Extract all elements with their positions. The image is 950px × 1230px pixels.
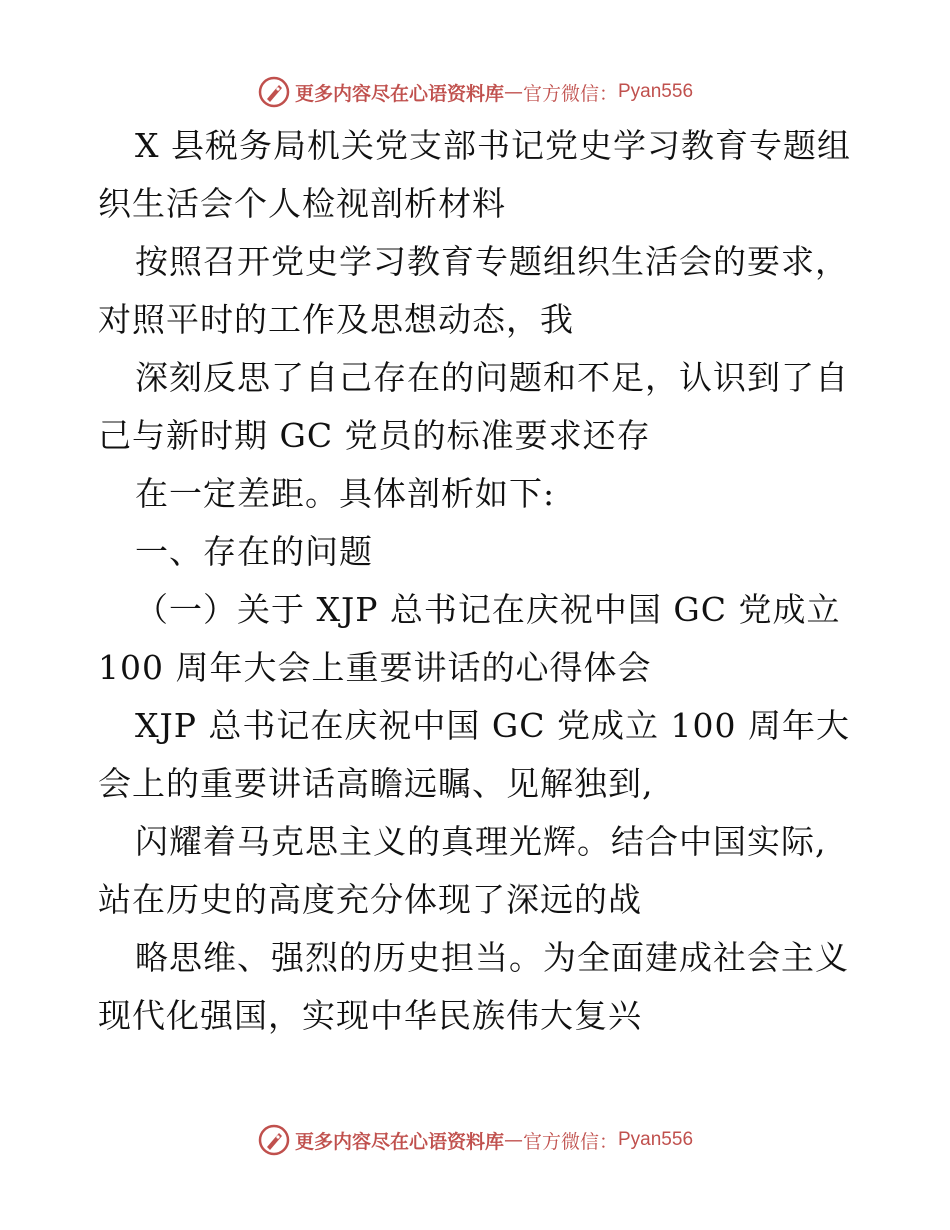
document-line: 会上的重要讲话高瞻远瞩、见解独到, [98,764,654,803]
document-line: （一）关于 XJP 总书记在庆祝中国 GC 党成立 [135,590,841,629]
document-line: 深刻反思了自己存在的问题和不足，认识到了自 [135,358,849,397]
header-watermark-banner [0,72,950,112]
document-line: 按照召开党史学习教育专题组织生活会的要求， [135,242,849,281]
banner-dash: — [503,1129,523,1151]
banner-official-label: 官方微信： [522,82,618,105]
banner-promo-text: 更多内容尽在心语资料库 [294,82,504,105]
document-body [98,117,858,1045]
banner-promo-text: 更多内容尽在心语资料库 [294,1130,504,1153]
pen-nib-logo-icon [257,1123,291,1157]
document-line: 在一定差距。具体剖析如下: [135,474,556,513]
document-line: 一、存在的问题 [135,532,373,571]
document-line: 织生活会个人检视剖析材料 [98,184,506,223]
document-line: 现代化强国，实现中华民族伟大复兴 [98,996,642,1035]
footer-watermark-banner [0,1120,950,1160]
document-line: 100 周年大会上重要讲话的心得体会 [98,648,652,687]
document-line: 对照平时的工作及思想动态，我 [98,300,574,339]
banner-dash: — [503,81,523,103]
banner-wechat-handle: Pyan556 [618,1129,694,1150]
document-line: 站在历史的高度充分体现了深远的战 [98,880,642,919]
document-line: 闪耀着马克思主义的真理光辉。结合中国实际, [135,822,827,861]
document-line: XJP 总书记在庆祝中国 GC 党成立 100 周年大 [135,706,850,745]
banner-wechat-handle: Pyan556 [618,81,694,102]
banner-official-label: 官方微信： [522,1130,618,1153]
document-line: X 县税务局机关党支部书记党史学习教育专题组 [135,126,851,165]
document-line: 略思维、强烈的历史担当。为全面建成社会主义 [135,938,849,977]
document-line: 己与新时期 GC 党员的标准要求还存 [98,416,651,455]
pen-nib-logo-icon [257,75,291,109]
